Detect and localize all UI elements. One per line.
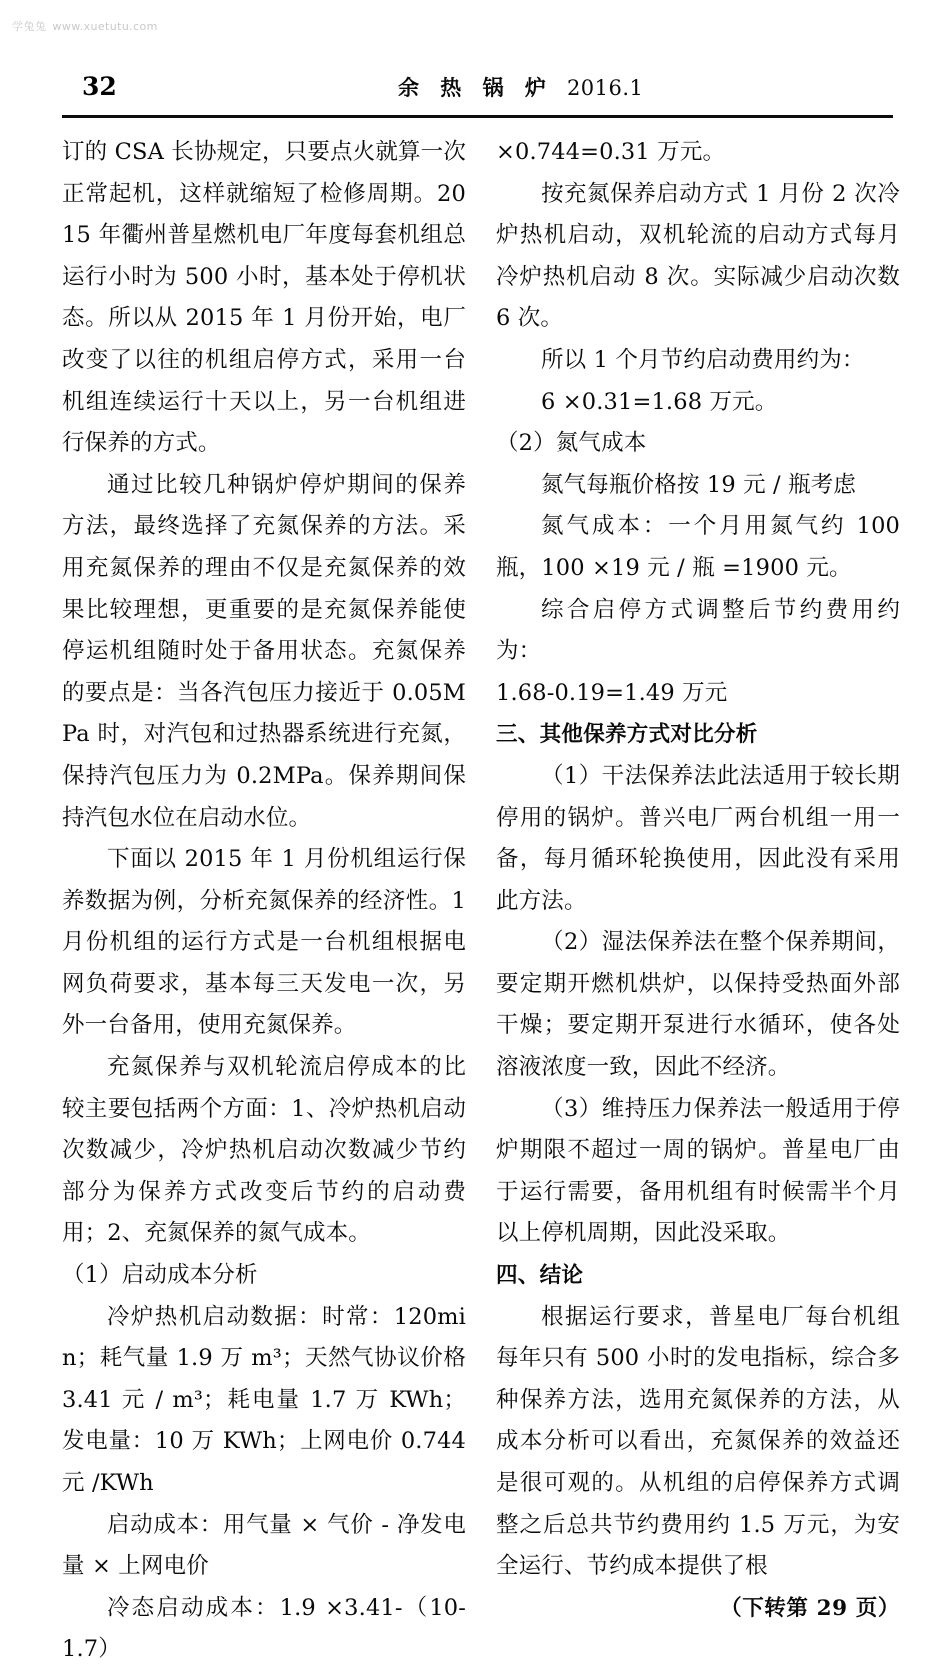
site-watermark bbox=[12, 18, 158, 34]
paragraph: 启动成本：用气量 × 气价 - 净发电量 × 上网电价 bbox=[62, 1511, 466, 1580]
paragraph: 冷炉热机启动数据：时常：120min；耗气量 1.9 万 m³；天然气协议价格 3.41 元 / m³；耗电量 1.7 万 KWh；发电量：10 万 KWh；上网电价 0.744 元 /KWh bbox=[62, 1303, 466, 1496]
paragraph: 氮气成本：一个月用氮气约 100 瓶，100 ×19 元 / 瓶 =1900 元。 bbox=[496, 513, 900, 581]
body-columns bbox=[62, 132, 900, 1663]
running-head bbox=[62, 70, 894, 106]
header-divider-rule bbox=[62, 115, 893, 118]
paragraph: 综合启停方式调整后节约费用约为： bbox=[496, 596, 900, 665]
watermark-site-name: 学兔兔 bbox=[12, 20, 47, 33]
paragraph: （1）干法保养法此法适用于较长期停用的锅炉。普兴电厂两台机组一用一备，每月循环轮换使用，因此没有采用此方法。 bbox=[496, 762, 900, 914]
right-text-column bbox=[496, 132, 900, 1629]
journal-title: 余 热 锅 炉 bbox=[398, 75, 553, 100]
paragraph: ×0.744=0.31 万元。 bbox=[496, 139, 726, 165]
list-item: （2）氮气成本 bbox=[496, 430, 647, 457]
section-heading-four: 四、结论 bbox=[496, 1263, 584, 1289]
watermark-url: www.xuetutu.com bbox=[52, 20, 158, 33]
paragraph: 订的 CSA 长协规定，只要点火就算一次正常起机，这样就缩短了检修周期。2015 年衢州普星燃机电厂年度每套机组总运行小时为 500 小时，基本处于停机状态。所以从 2015 年 1 月份开始，电厂改变了以往的机组启停方式，采用一台机组连续运行十天以上，另一台机组进行保养的方式。 bbox=[62, 139, 466, 457]
paragraph: 按充氮保养启动方式 1 月份 2 次冷炉热机启动，双机轮流的启动方式每月冷炉热机启动 8 次。实际减少启动次数 6 次。 bbox=[496, 180, 900, 332]
journal-issue: 2016.1 bbox=[566, 76, 644, 100]
left-text-column bbox=[62, 132, 466, 1671]
paragraph: 冷态启动成本：1.9 ×3.41-（10-1.7） bbox=[62, 1594, 466, 1663]
paragraph: 氮气每瓶价格按 19 元 / 瓶考虑 bbox=[541, 471, 857, 498]
paragraph: （2）湿法保养法在整个保养期间，要定期开燃机烘炉，以保持受热面外部干燥；要定期开泵进行水循环，使各处溶液浓度一致，因此不经济。 bbox=[496, 929, 900, 1081]
paragraph: （3）维持压力保养法一般适用于停炉期限不超过一周的锅炉。普星电厂由于运行需要，备用机组有时候需半个月以上停机周期，因此没采取。 bbox=[496, 1095, 900, 1247]
journal-header bbox=[398, 72, 643, 104]
list-item: （1）启动成本分析 bbox=[62, 1262, 258, 1289]
paragraph: 下面以 2015 年 1 月份机组运行保养数据为例，分析充氮保养的经济性。1 月份机组的运行方式是一台机组根据电网负荷要求，基本每三天发电一次，另外一台备用，使用充氮保养。 bbox=[62, 846, 466, 1039]
paragraph: 根据运行要求，普星电厂每台机组每年只有 500 小时的发电指标，综合多种保养方法，选用充氮保养的方法，从成本分析可以看出，充氮保养的效益还是很可观的。从机组的启停保养方式调整之后总共节约费用约 1.5 万元，为安全运行、节约成本提供了根 bbox=[496, 1303, 900, 1580]
paragraph: 6 ×0.31=1.68 万元。 bbox=[541, 388, 778, 415]
page-number: 32 bbox=[82, 72, 117, 101]
paragraph: 1.68-0.19=1.49 万元 bbox=[496, 679, 728, 706]
paragraph: 充氮保养与双机轮流启停成本的比较主要包括两个方面：1、冷炉热机启动次数减少，冷炉热机启动次数减少节约部分为保养方式改变后节约的启动费用；2、充氮保养的氮气成本。 bbox=[62, 1054, 466, 1247]
paragraph: 通过比较几种锅炉停炉期间的保养方法，最终选择了充氮保养的方法。采用充氮保养的理由不仅是充氮保养的效果比较理想，更重要的是充氮保养能使停运机组随时处于备用状态。充氮保养的要点是：当各汽包压力接近于 0.05MPa 时，对汽包和过热器系统进行充氮，保持汽包压力为 0.2MPa。保养期间保持汽包水位在启动水位。 bbox=[62, 471, 466, 831]
paragraph: 所以 1 个月节约启动费用约为： bbox=[541, 346, 865, 373]
continued-on-page-note: （下转第 29 页） bbox=[720, 1595, 900, 1621]
section-heading-three: 三、其他保养方式对比分析 bbox=[496, 722, 758, 748]
